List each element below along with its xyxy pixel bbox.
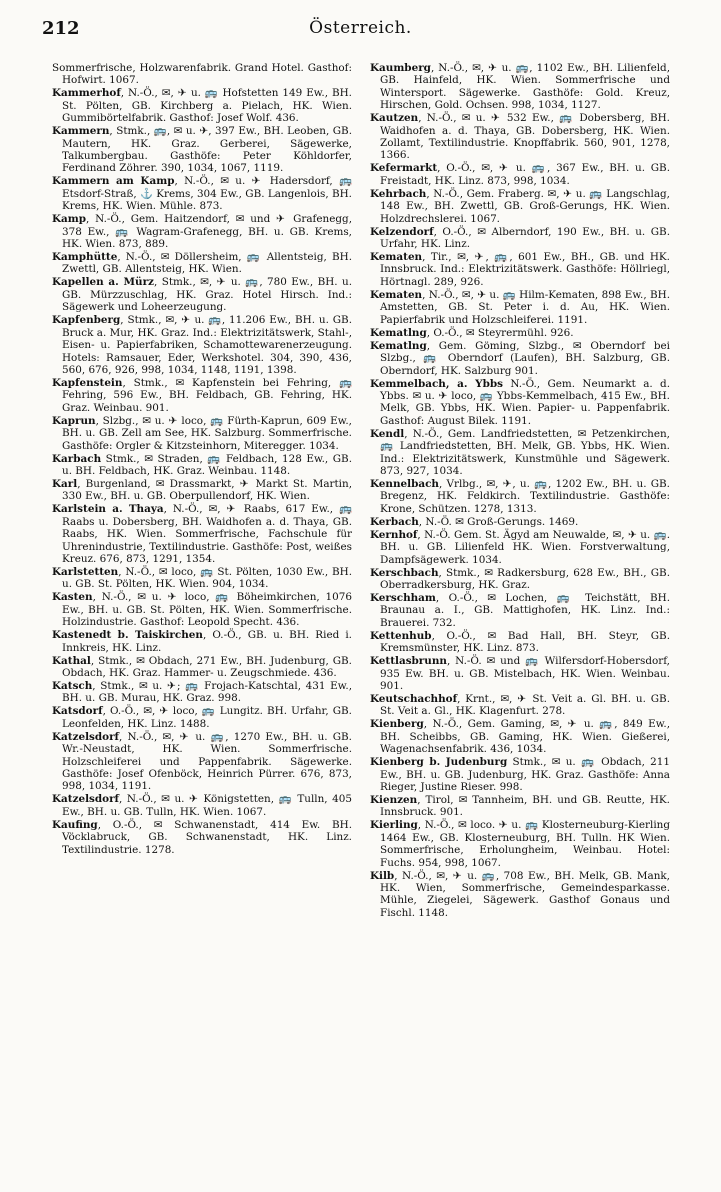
entry: [52, 478, 352, 503]
entry-text: , O.-Ö., GB. u. BH. Ried i. Innkreis, HK. Linz.: [62, 629, 352, 654]
entry: [52, 591, 352, 628]
entry-text: , O.-Ö., ✉ Bad Hall, BH. Steyr, GB. Kremsmünster, HK. Linz. 873.: [380, 629, 670, 655]
entry-headword: Kendl: [370, 427, 405, 440]
entry-headword: Kematlng: [370, 339, 427, 352]
entry: [370, 655, 670, 692]
entry-text: , N.-Ö., ✉ u. ✈ Hadersdorf, 🚌 Etsdorf-Straß, ⚓ Krems, 304 Ew., GB. Langenlois, BH. Krems, HK. Wien. Mühle. 873.: [62, 175, 352, 213]
entry: [370, 819, 670, 869]
entry: [52, 731, 352, 793]
entry: [370, 327, 670, 339]
entry: [370, 478, 670, 515]
entry-text: , N.-Ö., ✉, ✈ u. 🚌 Hilm-Kematen, 898 Ew., BH. Amstetten, GB. St. Peter i. d. Au, HK. Wien. Papierfabrik und Holzschleiferei. 1191.: [380, 288, 670, 326]
entry: [370, 756, 670, 793]
left-column: [52, 62, 352, 857]
entry-headword: Kemmelbach, a. Ybbs: [370, 377, 503, 390]
entry-headword: Kefermarkt: [370, 162, 438, 175]
entry: [370, 112, 670, 162]
entry-text: Stmk., ✉ u. 🚌 Obdach, 211 Ew., BH. u. GB. Judenburg, HK. Graz. Gasthöfe: Anna Rieger, Justine Rieser. 998.: [380, 756, 671, 794]
entry-text: , Vrlbg., ✉, ✈, u. 🚌, 1202 Ew., BH. u. GB. Bregenz, HK. Feldkirch. Textilindustrie. Gasthöfe: Krone, Schützen. 1278, 1313.: [380, 477, 670, 515]
entry: [52, 453, 352, 478]
entry-headword: Katsdorf: [52, 705, 103, 718]
entry-headword: Katzelsdorf: [52, 793, 120, 806]
entry: [52, 87, 352, 124]
entry: [370, 62, 670, 112]
entry-headword: Karlstein a. Thaya: [52, 503, 164, 516]
entry-text: , N.-Ö. ✉ und 🚌 Wilfersdorf-Hobersdorf, 935 Ew. BH. u. GB. Mistelbach, HK. Wien. Weinbau. 901.: [380, 655, 670, 692]
entry: [52, 213, 352, 250]
entry-headword: Kasten: [52, 591, 93, 604]
entry: [370, 592, 670, 629]
entry-headword: Kernhof: [370, 528, 418, 541]
entry: [370, 630, 670, 655]
entry-text: , N.-Ö., ✉, ✈ u. 🚌, 1270 Ew., BH. u. GB. Wr.-Neustadt, HK. Wien. Sommerfrische. Holzschleiferei und Pappenfabrik. Sägewerke. Gasthöfe: Josef Ofenböck, Heinrich Pürrer. 676, 873, 998, 1034, 1191.: [62, 730, 352, 793]
entry-headword: Karbach: [52, 452, 102, 465]
entry-text: , Burgenland, ✉ Drassmarkt, ✈ Markt St. Martin, 330 Ew., BH. u. GB. Oberpullendorf, HK. Wien.: [62, 477, 352, 503]
entry: [52, 819, 352, 856]
entry-text: , N.-Ö., Gem. Landfriedstetten, ✉ Petzenkirchen, 🚌 Landfriedstetten, BH. Melk, GB. Ybbs, HK. Wien. Ind.: Elektrizitätswerk, Kunstmühle und Sägewerk. 873, 927, 1034.: [380, 427, 670, 477]
entry: [370, 289, 670, 326]
entry-text: , Slzbg., ✉ u. ✈ loco, 🚌 Fürth-Kaprun, 609 Ew., BH. u. GB. Zell am See, HK. Salzburg. Sommerfrische. Gasthöfe: Orgler & Kitzsteinhorn, Miteregger. 1034.: [62, 414, 352, 452]
entry: [52, 680, 352, 705]
right-column: [370, 62, 670, 920]
entry-text: , N.-Ö., ✉, ✈ u. 🚌 Hofstetten 149 Ew., BH. St. Pölten, GB. Kirchberg a. Pielach, HK. Wien. Gummibörtelfabrik. Gasthof: Josef Wolf. 436.: [62, 87, 352, 125]
entry: [52, 276, 352, 313]
entry-headword: Karlstetten: [52, 565, 119, 578]
entry-text: Stmk., ✉ Straden, 🚌 Feldbach, 128 Ew., GB. u. BH. Feldbach, HK. Graz. Weinbau. 1148.: [62, 452, 352, 477]
page-number: 212: [42, 18, 80, 39]
entry-headword: Kierling: [370, 819, 418, 832]
entry-headword: Kerschbach: [370, 566, 439, 579]
entry-headword: Kelzendorf: [370, 225, 434, 238]
entry-text: , O.-Ö., ✉, ✈ loco, 🚌 Lungitz. BH. Urfahr, GB. Leonfelden, HK. Linz. 1488.: [62, 705, 352, 730]
entry-headword: Kammerhof: [52, 87, 121, 100]
entry-headword: Kienberg: [370, 718, 424, 731]
entry-text: , N.-Ö., ✉ loco, 🚌 St. Pölten, 1030 Ew., BH. u. GB. St. Pölten, HK. Wien. 904, 1034.: [62, 565, 352, 591]
entry: [52, 793, 352, 818]
entry-headword: Katzelsdorf: [52, 730, 120, 743]
entry: [52, 377, 352, 414]
entry-text: , Stmk., 🚌, ✉ u. ✈, 397 Ew., BH. Leoben, GB. Mautern, HK. Graz. Gerberei, Sägewerke, Talkumbergbau. Gasthöfe: Peter Köhldorfer, Ferdinand Zöhrer. 390, 1034, 1067, 1119.: [62, 125, 352, 175]
entry-text: , O.-Ö., ✉ Lochen, 🚌 Teichstätt, BH. Braunau a. I., GB. Mattighofen, HK. Linz. Ind.: Brauerei. 732.: [380, 591, 670, 629]
entry-text: N.-Ö., Gem. Neumarkt a. d. Ybbs. ✉ u. ✈ loco, 🚌 Ybbs-Kemmelbach, 415 Ew., BH. Melk, GB. Ybbs, HK. Wien. Papier- u. Pappenfabrik. Gasthof: August Bilek. 1191.: [380, 377, 671, 427]
entry-text: , N.-Ö., ✉ Döllersheim, 🚌 Allentsteig, BH. Zwettl, GB. Allentsteig, HK. Wien.: [62, 251, 352, 276]
entry: [370, 718, 670, 755]
entry-headword: Kematlng: [370, 326, 427, 339]
entry: [370, 529, 670, 566]
entry-headword: Kathal: [52, 654, 91, 667]
entry-headword: Kautzen: [370, 112, 419, 125]
entry-text: , N.-Ö., Gem. Fraberg. ✉, ✈ u. 🚌 Langschlag, 148 Ew., BH. Zwettl, GB. Groß-Gerungs, HK. Wien. Holzdrechslerei. 1067.: [380, 187, 670, 225]
entry-text: , Tirol, ✉ Tannheim, BH. und GB. Reutte, HK. Innsbruck. 901.: [380, 794, 670, 819]
entry: [370, 870, 670, 920]
entry-headword: Kettlasbrunn: [370, 655, 447, 668]
entry-headword: Kerbach: [370, 515, 419, 528]
entry-text: , Gem. Göming, Slzbg., ✉ Oberndorf bei Slzbg., 🚌 Oberndorf (Laufen), BH. Salzburg, GB. Oberndorf, HK. Salzburg 901.: [380, 339, 670, 377]
entry-headword: Kennelbach: [370, 477, 439, 490]
entry-text: , O.-Ö., ✉, ✈ u. 🚌, 367 Ew., BH. u. GB. Freistadt, HK. Linz. 873, 998, 1034.: [380, 162, 670, 187]
entry: [52, 655, 352, 680]
entry: [370, 428, 670, 478]
entry-headword: Kerschham: [370, 591, 436, 604]
running-head: Österreich.: [309, 18, 412, 38]
entry-headword: Kematen: [370, 251, 423, 264]
entry-text: Sommerfrische, Holzwarenfabrik. Grand Hotel. Gasthof: Hofwirt. 1067.: [52, 62, 352, 87]
entry: [52, 705, 352, 730]
entry: [52, 125, 352, 175]
entry-text: , N.-Ö., ✉ u. ✈ 532 Ew., 🚌 Dobersberg, BH. Waidhofen a. d. Thaya, GB. Dobersberg, HK. Wien. Zollamt, Textilindustrie. Knopffabrik. 560, 901, 1278, 1366.: [380, 112, 670, 162]
entry-text: , Stmk., ✉, ✈ u. 🚌, 11.206 Ew., BH. u. GB. Bruck a. Mur, HK. Graz. Ind.: Elektrizitätswerk, Stahl-, Eisen- u. Papierfabriken, Schamottewarenerzeugung. Hotels: Ramsauer, Eder, Werkshotel. 304, 390, 436, 560, 676, 926, 998, 1034, 1148, 1191, 1398.: [62, 314, 352, 376]
entry-text: , Stmk., ✉ Kapfenstein bei Fehring, 🚌 Fehring, 596 Ew., BH. Feldbach, GB. Fehring, HK. Graz. Weinbau. 901.: [62, 376, 352, 414]
entry: [52, 415, 352, 452]
entry-headword: Keutschachhof: [370, 693, 458, 705]
entry-text: , O.-Ö., ✉ Schwanenstadt, 414 Ew. BH. Vöcklabruck, GB. Schwanenstadt, HK. Linz. Textilindustrie. 1278.: [62, 818, 352, 856]
entry-headword: Kamphütte: [52, 251, 118, 264]
entry-text: , N.-Ö., ✉ u. ✈ Königstetten, 🚌 Tulln, 405 Ew., BH. u. GB. Tulln, HK. Wien. 1067.: [62, 793, 352, 818]
entry-headword: Kaprun: [52, 414, 96, 427]
entry-text: , N.-Ö., ✉, ✈ u. 🚌, 1102 Ew., BH. Lilienfeld, GB. Hainfeld, HK. Wien. Sommerfrische und Wintersport. Sägewerke. Gasthöfe: Gold. Kreuz, Hirschen, Gold. Ochsen. 998, 1034, 1127.: [380, 62, 670, 112]
entry: [370, 162, 670, 187]
entry: [370, 378, 670, 428]
entry-text: , N.-Ö., Gem. Gaming, ✉, ✈ u. 🚌, 849 Ew., BH. Scheibbs, GB. Gaming, HK. Wien. Gießerei, Wagenachsenfabrik. 436, 1034.: [380, 718, 670, 756]
entry-headword: Kaufing: [52, 818, 98, 831]
entry-text: , N.-Ö., Gem. Haitzendorf, ✉ und ✈ Grafenegg, 378 Ew., 🚌 Wagram-Grafenegg, BH. u. GB. Krems, HK. Wien. 873, 889.: [62, 213, 352, 251]
entry-headword: Kaumberg: [370, 62, 431, 74]
entry: [370, 226, 670, 251]
entry-text: , O.-Ö., ✉ Alberndorf, 190 Ew., BH. u. GB. Urfahr, HK. Linz.: [380, 225, 670, 251]
entry-headword: Kamp: [52, 213, 87, 226]
entry-headword: Kienzen: [370, 794, 418, 807]
entry: [52, 629, 352, 654]
entry-headword: Karl: [52, 477, 78, 490]
entry: [370, 693, 670, 718]
entry-text: , N.-Ö., ✉, ✈ u. 🚌, 708 Ew., BH. Melk, GB. Mank, HK. Wien, Sommerfrische, Gemeindesparkasse. Mühle, Ziegelei, Sägewerk. Gasthof Gonaus und Fischl. 1148.: [380, 869, 670, 919]
page-header: [0, 14, 721, 48]
entry-text: , N.-Ö. ✉ Groß-Gerungs. 1469.: [418, 515, 579, 528]
entry: [52, 175, 352, 212]
entry-headword: Kammern: [52, 125, 110, 138]
entry-headword: Katsch: [52, 680, 93, 692]
entry-headword: Kilb: [370, 869, 395, 882]
entry-text: , Stmk., ✉, ✈ u. 🚌, 780 Ew., BH. u. GB. Mürzzuschlag, HK. Graz. Hotel Hirsch. Ind.: Sägewerk und Loheerzeugung.: [62, 276, 352, 314]
entry: [52, 566, 352, 591]
entry-text: , N.-Ö., ✉, ✈ Raabs, 617 Ew., 🚌 Raabs u. Dobersberg, BH. Waidhofen a. d. Thaya, GB. Raabs, HK. Wien. Sommerfrische, Fachschule für Uhrenindustrie, Textilindustrie. Gasthöfe: Post, weißes Kreuz. 676, 873, 1291, 1354.: [62, 503, 352, 565]
entry: [370, 188, 670, 225]
entry: [370, 567, 670, 592]
entry-headword: Kammern am Kamp: [52, 175, 175, 188]
entry-text: , Stmk., ✉ Radkersburg, 628 Ew., BH., GB. Oberradkersburg, HK. Graz.: [380, 566, 670, 591]
entry-headword: Kapfenberg: [52, 314, 121, 327]
entry-text: , Stmk., ✉ u. ✈; 🚌 Frojach-Katschtal, 431 Ew., BH. u. GB. Murau, HK. Graz. 998.: [62, 680, 352, 705]
entry-text: , O.-Ö., ✉ Steyrermühl. 926.: [426, 326, 574, 339]
entry: [370, 340, 670, 377]
entry-text: , Stmk., ✉ Obdach, 271 Ew., BH. Judenburg, GB. Obdach, HK. Graz. Hammer- u. Zeugschmiede. 436.: [62, 654, 352, 679]
entry: [52, 62, 352, 87]
entry-text: , N.-Ö., ✉ u. ✈ loco, 🚌 Böheimkirchen, 1076 Ew., BH. u. GB. St. Pölten, HK. Wien. Sommerfrische. Holzindustrie. Gasthof: Leopold Specht. 436.: [62, 591, 352, 629]
entry-headword: Kehrbach: [370, 187, 427, 200]
entry: [52, 314, 352, 376]
entry-headword: Kastenedt b. Taiskirchen: [52, 629, 203, 642]
entry: [370, 794, 670, 819]
entry: [370, 516, 670, 528]
entry-headword: Kapellen a. Mürz: [52, 276, 154, 289]
entry-headword: Kematen: [370, 288, 423, 301]
entry-text: , N.-Ö. Gem. St. Ägyd am Neuwalde, ✉, ✈ u. 🚌. BH. u. GB. Lilienfeld HK. Wien. Forstverwaltung, Dampfsägewerk. 1034.: [380, 528, 670, 566]
entry-headword: Kapfenstein: [52, 376, 123, 389]
entry-text: , Tir., ✉, ✈, 🚌, 601 Ew., BH., GB. und HK. Innsbruck. Ind.: Elektrizitätswerk. Gasthöfe: Höllriegl, Hörtnagl. 289, 926.: [380, 251, 670, 288]
entry-headword: Kettenhub: [370, 629, 432, 642]
entry: [52, 503, 352, 565]
entry: [52, 251, 352, 276]
entry-text: , Krnt., ✉, ✈ St. Veit a. Gl. BH. u. GB. St. Veit a. Gl., HK. Klagenfurt. 278.: [380, 693, 670, 718]
entry: [370, 251, 670, 288]
entry-text: , N.-Ö., ✉ loco. ✈ u. 🚌 Klosterneuburg-Kierling 1464 Ew., GB. Klosterneuburg, BH. Tulln. HK Wien. Sommerfrische, Erholungheim, Weinbau. Hotel: Fuchs. 954, 998, 1067.: [380, 819, 670, 869]
entry-headword: Kienberg b. Judenburg: [370, 756, 508, 769]
